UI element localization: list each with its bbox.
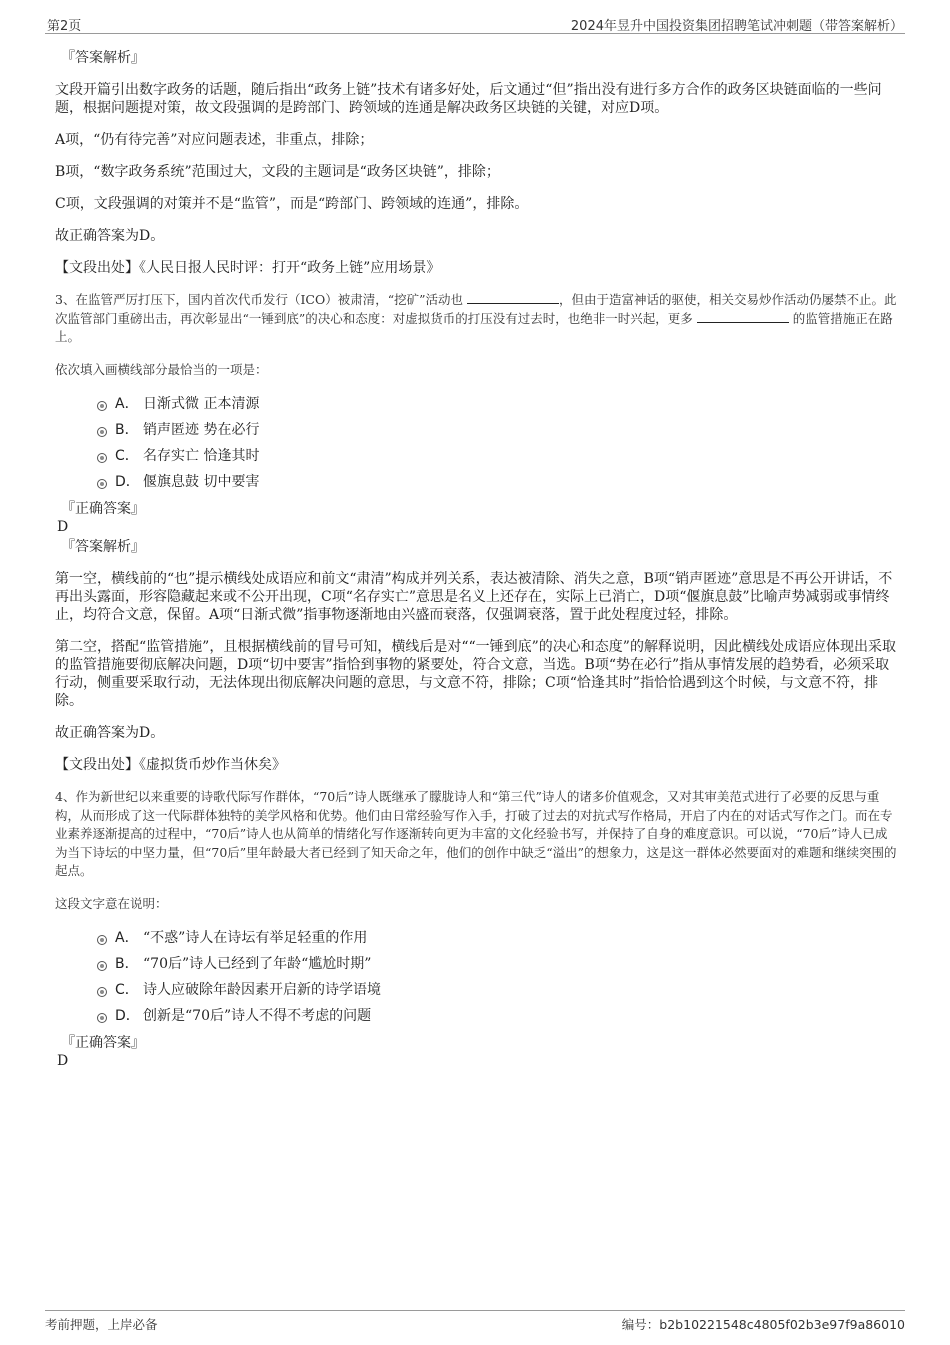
page-content [55, 44, 897, 1070]
fill-blank-2 [697, 310, 789, 323]
radio-icon[interactable] [97, 935, 107, 945]
correct-answer-value: D [57, 519, 69, 535]
page-footer [45, 1310, 905, 1335]
question-3-option-b[interactable]: B． 销声匿迹 势在必行 [55, 420, 897, 446]
fill-blank-1 [467, 291, 559, 304]
answer-conclusion: 故正确答案为D。 [55, 228, 165, 244]
footer-slogan: 考前押题，上岸必备 [45, 1317, 158, 1332]
question-3-option-a[interactable]: A． 日渐式微 正本清源 [55, 394, 897, 420]
analysis-paragraph: 第二空，搭配“监管措施”，且根据横线前的冒号可知，横线后是对““一锤到底”的决心和态度”的解释说明，因此横线处成语应体现出采取的监管措施要彻底解决问题，D项“切中要害”指恰到事物的紧要处，符合文意，当选。B项“势在必行”指从事情发展的趋势看，必须采取行动，侧重要采取行动，无法体现出彻底解决问题的意思，与文意不符，排除；C项“恰逢其时”指恰恰遇到这个时候，与文意不符，排除。 [55, 639, 896, 709]
radio-icon[interactable] [97, 453, 107, 463]
radio-icon[interactable] [97, 401, 107, 411]
correct-answer-label: 『正确答案』 [61, 501, 145, 517]
question-4-prompt: 这段文字意在说明： [55, 895, 168, 911]
document-code: 编号：b2b10221548c4805f02b3e97f9a86010 [621, 1317, 905, 1332]
analysis-option-b: B项，“数字政务系统”范围过大，文段的主题词是“政务区块链”，排除； [55, 164, 500, 180]
question-4-stem: 4、作为新世纪以来重要的诗歌代际写作群体，“70后”诗人既继承了朦胧诗人和“第三代”诗人的诸多价值观念，又对其审美范式进行了必要的反思与重构，从而形成了这一代际群体独特的美学风格和优势。他们由日常经验写作入手，打破了过去的对抗式写作格局，开启了内在的对话式写作之门。而在专业素养逐渐提高的过程中，“70后”诗人也从简单的情绪化写作逐渐转向更为丰富的文化经验书写，并保持了自身的难度意识。可以说，“70后”诗人已成为当下诗坛的中坚力量，但“70后”里年龄最大者已经到了知天命之年，他们的创作中缺乏“溢出”的想象力，这是这一群体必然要面对的难题和继续突围的起点。 [55, 789, 897, 878]
analysis-option-c: C项，文段强调的对策并不是“监管”，而是“跨部门、跨领域的连通”，排除。 [55, 196, 529, 212]
question-4-option-d[interactable]: D． 创新是“70后”诗人不得不考虑的问题 [55, 1006, 897, 1032]
correct-answer-label: 『正确答案』 [61, 1035, 145, 1051]
radio-icon[interactable] [97, 479, 107, 489]
question-3-stem: 3、在监管严厉打压下，国内首次代币发行（ICO）被肃清，“挖矿”活动也 ，但由于造富神话的驱使，相关交易炒作活动仍屡禁不止。此次监管部门重磅出击，再次彰显出“一锤到底”的决心和态度：对虚拟货币的打压没有过去时，也绝非一时兴起，更多 的监管措施正在路上。 [55, 292, 897, 344]
answer-analysis-label: 『答案解析』 [61, 539, 145, 555]
analysis-paragraph: 文段开篇引出数字政务的话题，随后指出“政务上链”技术有诸多好处，后文通过“但”指出没有进行多方合作的政务区块链面临的一些问题，根据问题提对策，故文段强调的是跨部门、跨领域的连通是解决政务区块链的关键，对应D项。 [55, 82, 882, 116]
question-3-option-d[interactable]: D． 偃旗息鼓 切中要害 [55, 472, 897, 498]
answer-conclusion: 故正确答案为D。 [55, 725, 165, 741]
question-4-option-c[interactable]: C． 诗人应破除年龄因素开启新的诗学语境 [55, 980, 897, 1006]
question-4-option-a[interactable]: A． “不惑”诗人在诗坛有举足轻重的作用 [55, 928, 897, 954]
question-4-option-b[interactable]: B． “70后”诗人已经到了年龄“尴尬时期” [55, 954, 897, 980]
document-title: 2024年昱升中国投资集团招聘笔试冲刺题（带答案解析） [570, 19, 903, 34]
passage-source: 【文段出处】《虚拟货币炒作当休矣》 [55, 757, 286, 773]
passage-source: 【文段出处】《人民日报人民时评：打开“政务上链”应用场景》 [55, 260, 441, 276]
page-number: 第2页 [47, 19, 82, 34]
analysis-option-a: A项，“仍有待完善”对应问题表述，非重点，排除； [55, 132, 374, 148]
question-3-options [55, 394, 897, 498]
analysis-paragraph: 第一空，横线前的“也”提示横线处成语应和前文“肃清”构成并列关系，表达被清除、消失之意，B项“销声匿迹”意思是不再公开讲话，不再出头露面，形容隐藏起来或不公开出现，C项“名存实亡”意思是名义上还存在，实际上已消亡，D项“偃旗息鼓”比喻声势减弱或事情终止，均符合文意，保留。A项“日渐式微”指事物逐渐地由兴盛而衰落，仅强调衰落，置于此处程度过轻，排除。 [55, 571, 893, 623]
correct-answer-value: D [57, 1053, 69, 1069]
question-3-option-c[interactable]: C． 名存实亡 恰逢其时 [55, 446, 897, 472]
answer-analysis-label: 『答案解析』 [61, 50, 145, 66]
radio-icon[interactable] [97, 1013, 107, 1023]
radio-icon[interactable] [97, 987, 107, 997]
question-4-options [55, 928, 897, 1032]
radio-icon[interactable] [97, 961, 107, 971]
radio-icon[interactable] [97, 427, 107, 437]
page-header [45, 13, 905, 34]
question-3-prompt: 依次填入画横线部分最恰当的一项是： [55, 361, 268, 377]
